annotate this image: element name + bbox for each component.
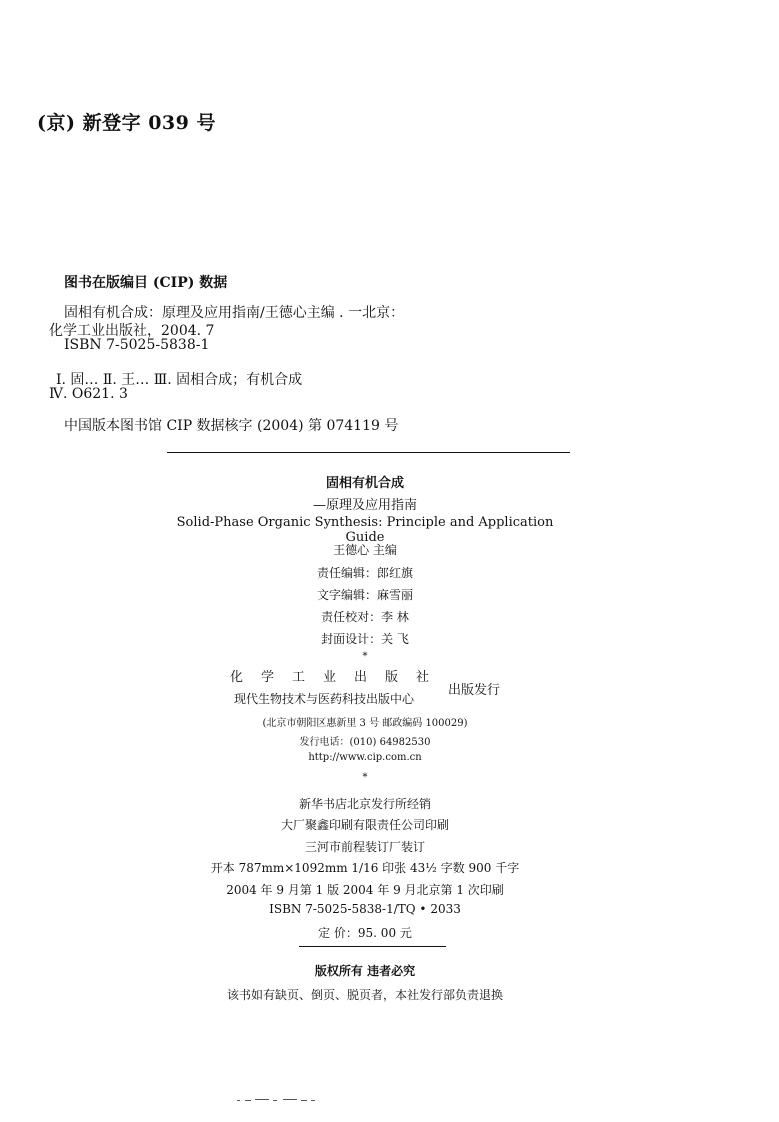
book-format: 开本 787mm×1092mm 1/16 印张 43½ 字数 900 千字	[210, 861, 520, 875]
price: 定 价：95. 00 元	[318, 926, 412, 940]
cip-heading: 图书在版编目 (CIP) 数据	[64, 275, 228, 291]
distributor: 新华书店北京发行所经销	[298, 797, 431, 811]
separator-star: *	[362, 772, 368, 783]
copyright-notice: 版权所有 违者必究	[314, 964, 416, 978]
cip-isbn: ISBN 7-5025-5838-1	[64, 337, 210, 353]
top-divider	[167, 452, 570, 453]
cip-approval-number: 中国版本图书馆 CIP 数据核字 (2004) 第 074119 号	[64, 418, 399, 434]
separator-star: *	[362, 651, 368, 662]
english-title: Solid-Phase Organic Synthesis: Principle and Application Guide	[176, 515, 554, 545]
cip-publisher-line: 化学工业出版社，2004. 7	[49, 323, 215, 339]
binder: 三河市前程装订厂装订	[304, 840, 425, 854]
publisher-address: (北京市朝阳区惠新里 3 号 邮政编码 100029)	[262, 718, 468, 729]
printer: 大厂聚鑫印刷有限责任公司印刷	[280, 818, 449, 832]
return-notice: 该书如有缺页、倒页、脱页者，本社发行部负责退换	[226, 988, 503, 1002]
publisher-phone: 发行电话：(010) 64982530	[299, 737, 431, 748]
book-title: 固相有机合成	[325, 476, 404, 491]
edition-info: 2004 年 9 月第 1 版 2004 年 9 月北京第 1 次印刷	[226, 883, 504, 897]
isbn-full: ISBN 7-5025-5838-1/TQ • 2033	[269, 902, 461, 916]
book-subtitle: —原理及应用指南	[312, 498, 417, 513]
cip-classification-1: Ⅰ. 固… Ⅱ. 王… Ⅲ. 固相合成；有机合成	[56, 372, 303, 388]
responsible-editor: 责任编辑：郎红旗	[316, 566, 413, 580]
bottom-divider	[299, 946, 446, 947]
registration-number: (京) 新登字 039 号	[37, 112, 216, 134]
publisher-website: http://www.cip.com.cn	[308, 752, 422, 763]
publisher-name: 化学工业出版社	[230, 670, 448, 685]
cover-designer: 封面设计：关 飞	[321, 632, 409, 646]
publisher-role: 出版发行	[448, 683, 501, 698]
chief-editor: 王德心 主编	[333, 543, 397, 557]
publisher-center: 现代生物技术与医药科技出版中心	[234, 692, 415, 706]
scan-artifact-marks	[237, 1097, 327, 1103]
text-editor: 文字编辑：麻雪丽	[316, 588, 413, 602]
proofreader: 责任校对：李 林	[321, 610, 409, 624]
cip-title-line: 固相有机合成：原理及应用指南/王德心主编 . 一北京：	[64, 305, 405, 321]
cip-classification-2: Ⅳ. O621. 3	[49, 386, 128, 402]
